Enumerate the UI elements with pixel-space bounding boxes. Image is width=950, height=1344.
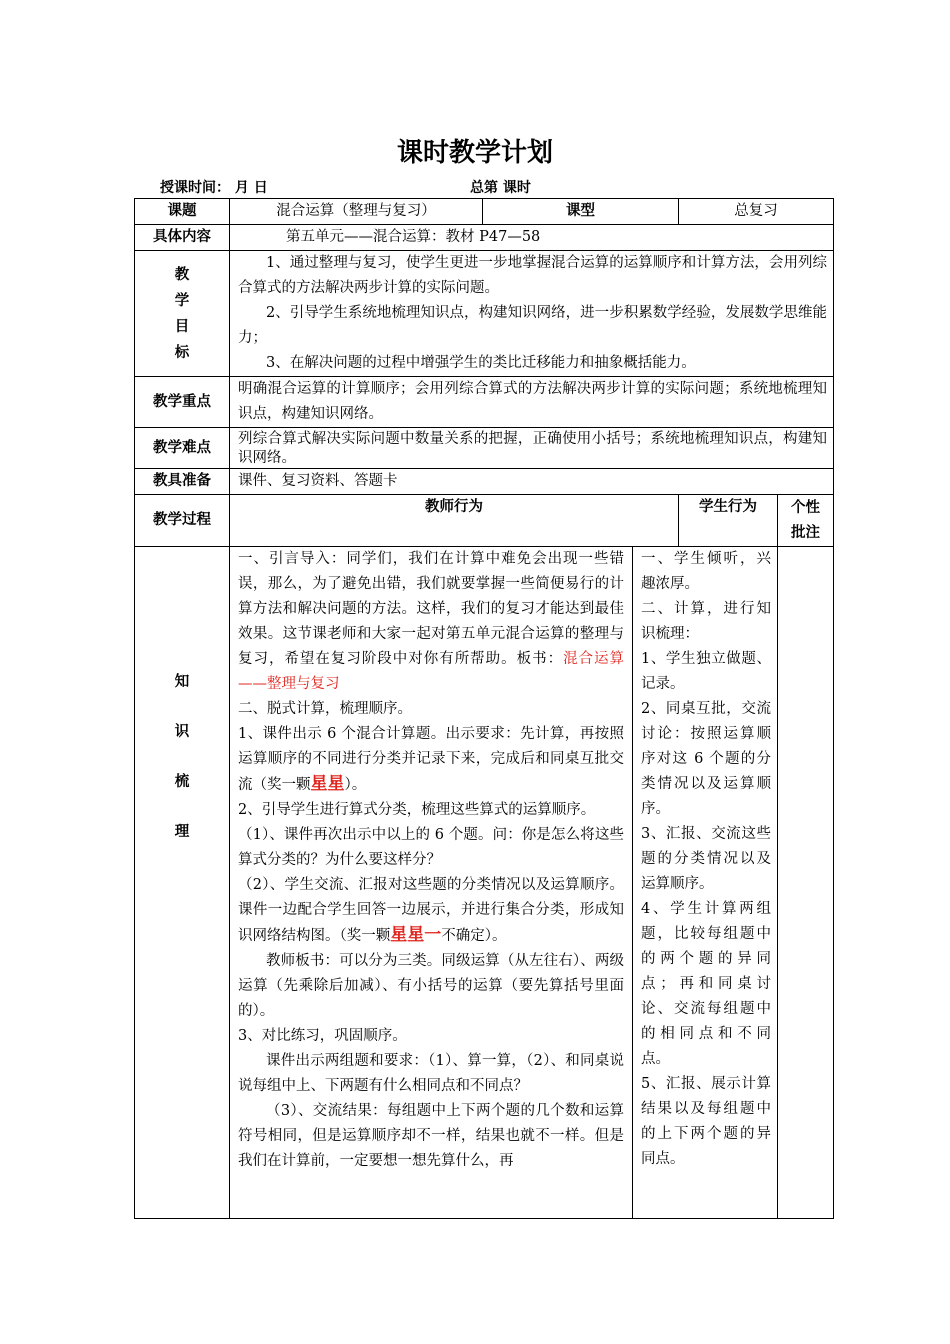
goals-label-char: 标 — [174, 344, 190, 361]
notes-header — [778, 495, 834, 547]
teacher-paragraph: （1）、课件再次出示中以上的 6 个题。问：你是怎么将这些算式分类的？为什么要这样分？ — [238, 827, 624, 868]
notes-header-line: 批注 — [791, 524, 820, 541]
notes-content — [778, 547, 834, 1219]
goal-item: 1、通过整理与复习，使学生更进一步地掌握混合运算的运算顺序和计算方法，会用列综合算式的方法解决两步计算的实际问题。 — [238, 255, 827, 296]
type-value: 总复习 — [679, 199, 834, 225]
student-item: 5、汇报、展示计算结果以及每组题中的上下两个题的异同点。 — [641, 1076, 771, 1167]
student-behavior-content — [633, 547, 778, 1219]
page-title: 课时教学计划 — [396, 138, 553, 168]
tools-label: 教具准备 — [135, 469, 230, 495]
knowledge-label-char: 理 — [174, 824, 190, 840]
topic-label: 课题 — [135, 199, 230, 225]
student-item: 1、学生独立做题、记录。 — [641, 651, 771, 692]
teacher-paragraph: 二、脱式计算，梳理顺序。 — [238, 701, 412, 717]
knowledge-label-char: 识 — [174, 724, 190, 740]
content-row — [135, 225, 834, 251]
key-points-row — [135, 377, 834, 428]
knowledge-label-char: 知 — [174, 674, 190, 690]
teacher-behavior-header: 教师行为 — [230, 495, 679, 547]
content-label: 具体内容 — [135, 225, 230, 251]
goals-label — [135, 251, 230, 377]
topic-row — [135, 199, 834, 225]
difficulties-row — [135, 428, 834, 469]
star-reward: 星星一 — [390, 925, 442, 945]
student-item: 二、计算，进行知识梳理： — [641, 601, 771, 642]
knowledge-label — [135, 547, 230, 1219]
student-behavior-header: 学生行为 — [679, 495, 778, 547]
teacher-paragraph: （3）、交流结果：每组题中上下两个题的几个数和运算符号相同，但是运算顺序却不一样，结果也就不一样。但是我们在计算前，一定要想一想先算什么，再 — [238, 1103, 624, 1169]
goals-label-char: 学 — [174, 292, 190, 309]
goal-item: 3、在解决问题的过程中增强学生的类比迁移能力和抽象概括能力。 — [266, 355, 696, 371]
process-row — [135, 547, 834, 1219]
difficulties-label: 教学难点 — [135, 428, 230, 469]
knowledge-label-char: 梳 — [174, 774, 190, 790]
process-label: 教学过程 — [135, 495, 230, 547]
teacher-paragraph: 3、对比练习，巩固顺序。 — [238, 1028, 407, 1044]
knowledge-label-chars — [135, 547, 229, 857]
content-value: 第五单元——混合运算：教材 P47—58 — [230, 225, 834, 251]
tools-row — [135, 469, 834, 495]
type-label: 课型 — [483, 199, 679, 225]
lesson-plan-table — [134, 198, 834, 1219]
notes-header-line: 个性 — [791, 499, 820, 516]
key-points-label: 教学重点 — [135, 377, 230, 428]
teacher-paragraph: 教师板书：可以分为三类。同级运算（从左往右）、两级运算（先乘除后加减）、有小括号的运算（要先算括号里面的）。 — [238, 953, 624, 1019]
board-title-red: 混合运算——整理与复习 — [238, 651, 624, 692]
goals-label-char: 教 — [174, 266, 190, 283]
teacher-behavior-content — [230, 547, 633, 1219]
total-period-label: 总第 课时 — [470, 180, 531, 196]
teacher-paragraph: 2、引导学生进行算式分类，梳理这些算式的运算顺序。 — [238, 802, 596, 818]
goals-row — [135, 251, 834, 377]
topic-value: 混合运算（整理与复习） — [230, 199, 483, 225]
class-time-label: 授课时间： 月 日 — [160, 180, 268, 196]
teacher-paragraph: （2）、学生交流、汇报对这些题的分类情况以及运算顺序。课件一边配合学生回答一边展示，并进行集合分类，形成知识网络结构图。（奖一颗星星一不确定）。 — [238, 877, 624, 945]
goals-label-char: 目 — [174, 318, 190, 335]
tools-value: 课件、复习资料、答题卡 — [230, 469, 834, 495]
teacher-paragraph: 课件出示两组题和要求：（1）、算一算，（2）、和同桌说说每组中上、下两题有什么相同点和不同点？ — [238, 1053, 624, 1094]
star-reward: 星星 — [310, 774, 345, 794]
teacher-paragraph: 1、课件出示 6 个混合计算题。出示要求：先计算，再按照运算顺序的不同进行分类并记录下来，完成后和同桌互批交流（奖一颗星星）。 — [238, 726, 624, 794]
process-header-row — [135, 495, 834, 547]
student-item: 3、汇报、交流这些题的分类情况以及运算顺序。 — [641, 826, 771, 892]
student-item: 一、学生倾听，兴趣浓厚。 — [641, 551, 771, 592]
goal-item: 2、引导学生系统地梳理知识点，构建知识网络，进一步积累数学经验，发展数学思维能力； — [238, 305, 827, 346]
difficulties-value: 列综合算式解决实际问题中数量关系的把握，正确使用小括号；系统地梳理知识点，构建知识网络。 — [230, 428, 834, 469]
key-points-value: 明确混合运算的计算顺序；会用列综合算式的方法解决两步计算的实际问题；系统地梳理知识点，构建知识网络。 — [230, 377, 834, 428]
teacher-paragraph: 一、引言导入：同学们，我们在计算中难免会出现一些错误，那么，为了避免出错，我们就要掌握一些简便易行的计算方法和解决问题的方法。这样，我们的复习才能达到最佳效果。这节课老师和大家一起对第五单元混合运算的整理与复习，希望在复习阶段中对你有所帮助。板书：混合运算——整理与复习 — [238, 551, 624, 692]
student-item: 2、同桌互批，交流讨论：按照运算顺序对这 6 个题的分类情况以及运算顺序。 — [641, 701, 771, 817]
student-item: 4、学生计算两组题，比较每组题中的两个题的异同点；再和同桌讨论、交流每组题中的相同点和不同点。 — [641, 901, 771, 1067]
